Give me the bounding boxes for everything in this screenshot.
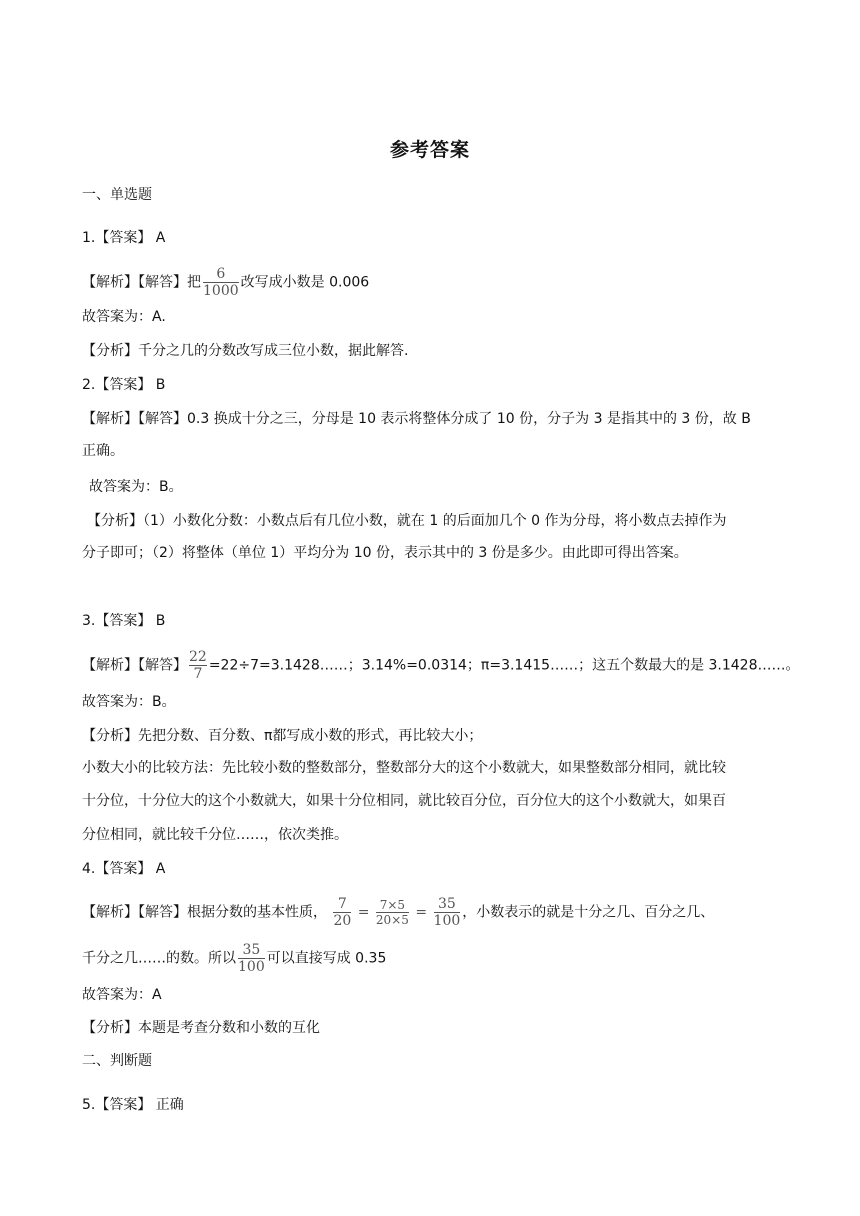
q3-fenxi-2: 小数大小的比较方法：先比较小数的整数部分，整数部分大的这个小数就大，如果整数部分相同，就比较 [82, 760, 726, 776]
q3-fenxi-4: 分位相同，就比较千分位……，依次类推。 [82, 827, 348, 843]
fraction: $\frac{6}{1000}$ [203, 266, 239, 299]
q1-jiexi [82, 267, 369, 298]
q4-fenxi: 【分析】本题是考查分数和小数的互化 [82, 1020, 320, 1036]
q4-line2-text-2: 可以直接写成 0.35 [266, 950, 387, 967]
equals-sign: = [357, 904, 370, 921]
section-heading: 一、单选题 [82, 187, 152, 203]
q4-line2-text: 千分之几……的数。所以 [82, 950, 236, 967]
q3-answer: 3.【答案】 B [82, 613, 166, 629]
q1-jiexi-text-2: 改写成小数是 0.006 [240, 274, 370, 291]
q3-guda: 故答案为：B。 [82, 694, 176, 710]
fraction: $\frac{35}{100}$ [433, 896, 461, 929]
q4-guda: 故答案为：A [82, 987, 162, 1003]
fraction: $\frac{35}{100}$ [238, 942, 265, 975]
fraction: $\frac{22}{7}$ [189, 649, 207, 682]
q4-jiexi [82, 897, 714, 928]
q4-jiexi-line2 [82, 943, 386, 974]
q1-fenxi: 【分析】千分之几的分数改写成三位小数，据此解答. [82, 343, 409, 359]
q2-jiexi-1: 【解析】【解答】0.3 换成十分之三，分母是 10 表示将整体分成了 10 份，分子为 3 是指其中的 3 份，故 B [82, 411, 751, 427]
q4-answer: 4.【答案】 A [82, 861, 166, 877]
q4-jiexi-text-2: ，小数表示的就是十分之几、百分之几、 [462, 904, 715, 921]
page-title: 参考答案 [389, 139, 470, 161]
q2-answer: 2.【答案】 B [82, 377, 166, 393]
q3-jiexi-text-2: =22÷7=3.1428……；3.14%=0.0314；π=3.1415……；这五个数最大的是 3.1428……。 [208, 657, 800, 674]
q3-fenxi-1: 【分析】先把分数、百分数、π都写成小数的形式，再比较大小； [82, 728, 483, 744]
q5-answer: 5.【答案】 正确 [82, 1097, 184, 1113]
q3-jiexi [82, 650, 800, 681]
section-heading: 二、判断题 [82, 1053, 152, 1069]
fraction: $\frac{7}{20}$ [333, 896, 352, 929]
equals-sign: = [415, 904, 428, 921]
q1-answer: 1.【答案】 A [82, 230, 166, 246]
q4-jiexi-text: 【解析】【解答】根据分数的基本性质， [82, 904, 327, 921]
q2-fenxi-2: 分子即可；（2）将整体（单位 1）平均分为 10 份，表示其中的 3 份是多少。由此即可得出答案。 [82, 545, 688, 561]
q2-guda: 故答案为：B。 [89, 479, 183, 495]
q1-jiexi-text: 【解析】【解答】把 [82, 274, 201, 291]
q1-guda: 故答案为：A. [82, 309, 166, 325]
q2-fenxi-1: 【分析】（1）小数化分数：小数点后有几位小数，就在 1 的后面加几个 0 作为分母，将小数点去掉作为 [87, 513, 727, 529]
q3-fenxi-3: 十分位，十分位大的这个小数就大，如果十分位相同，就比较百分位，百分位大的这个小数就大，如果百 [82, 793, 726, 809]
fraction: $\frac{7\times 5}{20\times 5}$ [375, 898, 409, 927]
q2-jiexi-2: 正确。 [82, 443, 124, 459]
q3-jiexi-text: 【解析】【解答】 [82, 657, 187, 674]
